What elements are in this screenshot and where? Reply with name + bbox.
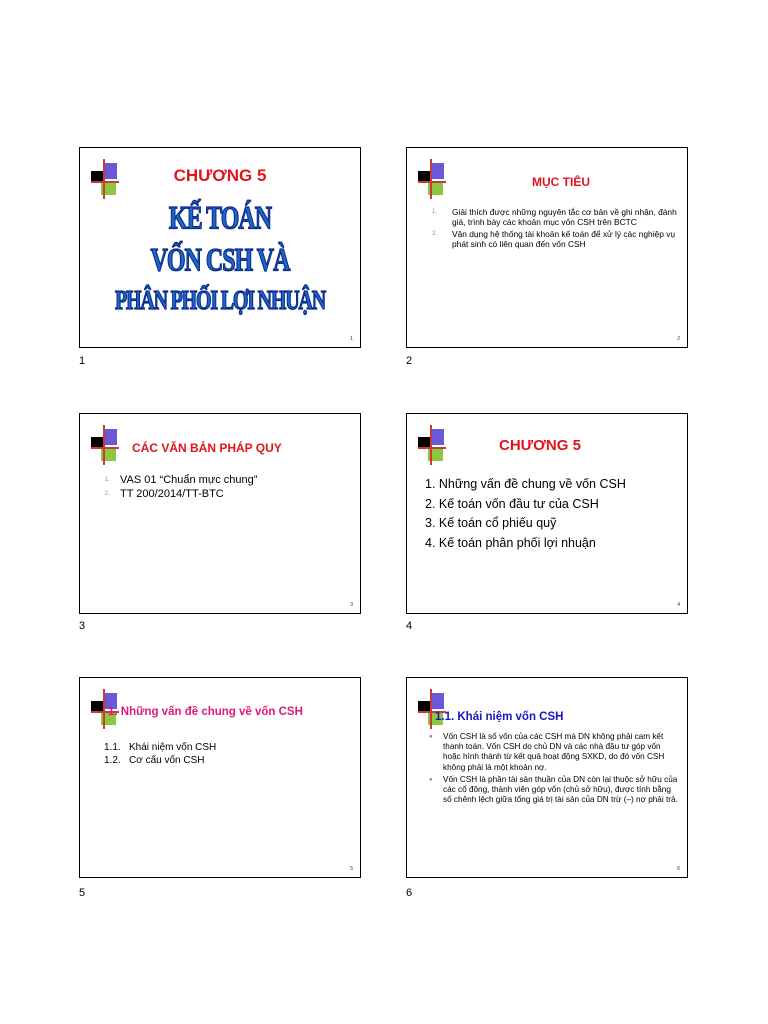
page-label-3: 3 [79, 620, 86, 632]
slide-number: 1 [350, 336, 353, 342]
list-text: Giải thích được những nguyên tắc cơ bản về ghi nhận, đánh giá, trình bày các khoản mục vốn CSH trên BCTC [452, 207, 677, 227]
slide-5-heading: 1. Những vấn đề chung về vốn CSH [108, 706, 303, 718]
list-number: 2. [432, 231, 438, 238]
list-text: TT 200/2014/TT-BTC [120, 488, 224, 500]
slide-5 [79, 677, 361, 878]
slide-1 [79, 147, 361, 348]
list-text: VAS 01 “Chuẩn mực chung” [120, 474, 258, 486]
list-number: 2. [105, 491, 111, 497]
slide-6 [406, 677, 688, 878]
slide-number: 5 [350, 866, 353, 872]
slide-3 [79, 413, 361, 614]
outline-item: 1. Những vấn đề chung về vốn CSH [425, 477, 626, 491]
slide-ornament-icon [418, 425, 446, 465]
slide-ornament-icon [418, 689, 446, 729]
outline-item: 2. Kế toán vốn đầu tư của CSH [425, 496, 599, 511]
bullet-item [429, 732, 679, 773]
bullet-item [429, 775, 679, 806]
chapter-outline [425, 475, 626, 554]
bullet-icon: ● [429, 776, 433, 783]
slide-6-heading: 1.1. Khái niệm vốn CSH [435, 711, 564, 723]
slide-2 [406, 147, 688, 348]
list-item [102, 473, 352, 487]
slide-1-art-line-2: VỐN CSH VÀ [150, 243, 290, 279]
page-label-5: 5 [79, 887, 86, 899]
definition-bullets [429, 732, 679, 807]
slide-ornament-icon [91, 425, 119, 465]
slide-4-heading: CHƯƠNG 5 [499, 437, 581, 454]
page-label-6: 6 [406, 887, 413, 899]
page-label-2: 2 [406, 355, 413, 367]
objectives-list [429, 208, 679, 249]
page-label-4: 4 [406, 620, 413, 632]
slide-2-heading: MỤC TIÊU [532, 175, 590, 189]
outline-item: 3. Kế toán cổ phiếu quỹ [425, 516, 557, 531]
list-item: 1.2. Cơ cấu vốn CSH [104, 755, 205, 766]
bullet-text: Vốn CSH là phần tài sản thuần của DN còn lại thuộc sở hữu của các cổ đông, thành viên góp vốn (chủ sở hữu), được tính bằng số chênh lệch giữa tổng giá trị tài sản của DN trừ (–) nợ phải trả. [443, 774, 678, 805]
section-list [104, 741, 216, 767]
page-label-1: 1 [79, 355, 86, 367]
outline-item: 4. Kế toán phân phối lợi nhuận [425, 536, 596, 551]
list-item: 1.1. Khái niệm vốn CSH [104, 742, 217, 753]
list-text: Vận dụng hệ thống tài khoản kế toán để xử lý các nghiệp vụ phát sinh có liên quan đến vốn CSH [452, 229, 676, 249]
bullet-text: Vốn CSH là số vốn của các CSH mà DN không phải cam kết thanh toán. Vốn CSH do chủ DN và các nhà đầu tư góp vốn hoặc hình thành từ kết quả hoạt động SXKD, do đó vốn CSH không phải là một khoản nợ. [443, 732, 665, 772]
slide-3-heading: CÁC VĂN BẢN PHÁP QUY [132, 441, 282, 455]
slide-number: 2 [677, 336, 680, 342]
slide-number: 6 [677, 866, 680, 872]
slide-number: 4 [677, 602, 680, 608]
slide-1-heading: CHƯƠNG 5 [173, 166, 267, 185]
slide-1-art-line-1: KẾ TOÁN [168, 201, 272, 237]
list-number: 1. [105, 477, 111, 483]
bullet-icon: ● [429, 734, 433, 740]
list-number: 1. [432, 209, 438, 215]
regulations-list [102, 473, 352, 501]
slide-1-art-line-3: PHÂN PHỐI LỢI NHUẬN [115, 285, 325, 316]
list-item [429, 208, 679, 227]
slide-4 [406, 413, 688, 614]
slide-number: 3 [350, 602, 353, 608]
list-item [429, 230, 679, 249]
list-item [102, 487, 352, 501]
